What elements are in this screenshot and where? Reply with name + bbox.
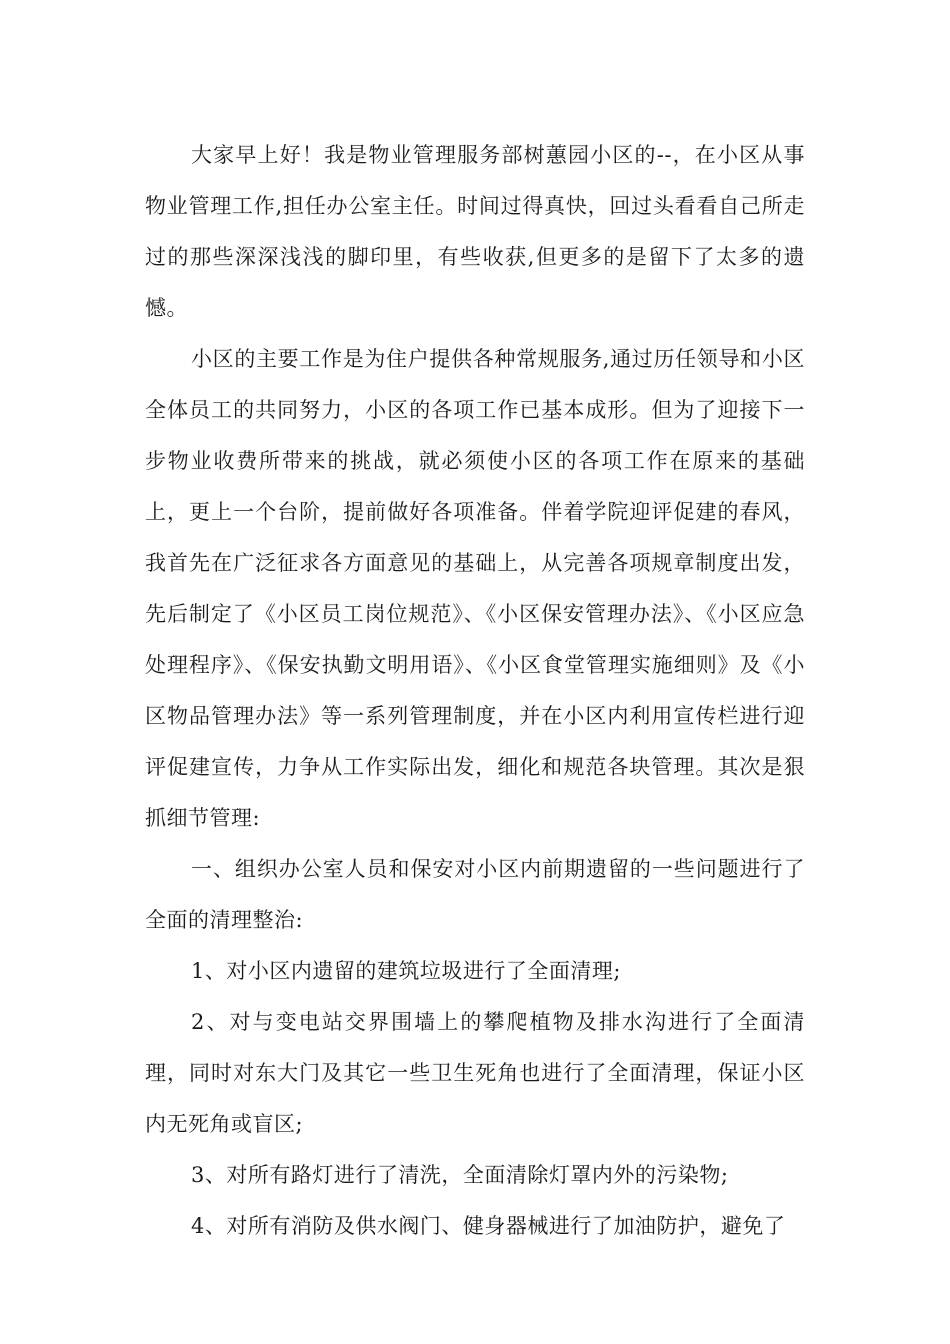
paragraph-greeting: 大家早上好！我是物业管理服务部树蕙园小区的--，在小区从事物业管理工作,担任办公室主任。时间过得真快，回过头看看自己所走过的那些深深浅浅的脚印里，有些收获,但更多的是留下了太多的遗憾。: [145, 143, 805, 320]
list-item-2: 2、对与变电站交界围墙上的攀爬植物及排水沟进行了全面清理，同时对东大门及其它一些卫生死角也进行了全面清理，保证小区内无死角或盲区;: [145, 1010, 805, 1136]
list-item-1: 1、对小区内遗留的建筑垃圾进行了全面清理;: [191, 959, 621, 983]
list-item-3: 3、对所有路灯进行了清洗，全面清除灯罩内外的污染物;: [191, 1163, 729, 1187]
paragraph-cleanup-heading: 一、组织办公室人员和保安对小区内前期遗留的一些问题进行了全面的清理整治:: [145, 857, 805, 932]
paragraph-main-work: 小区的主要工作是为住户提供各种常规服务,通过历任领导和小区全体员工的共同努力，小区的各项工作已基本成形。但为了迎接下一步物业收费所带来的挑战，就必须使小区的各项工作在原来的基础上，更上一个台阶，提前做好各项准备。伴着学院迎评促建的春风，我首先在广泛征求各方面意见的基础上，从完善各项规章制度出发，先后制定了《小区员工岗位规范》、《小区保安管理办法》、《小区应急处理程序》、《保安执勤文明用语》、《小区食堂管理实施细则》及《小区物品管理办法》等一系列管理制度，并在小区内利用宣传栏进行迎评促建宣传，力争从工作实际出发，细化和规范各块管理。其次是狠抓细节管理:: [145, 347, 805, 830]
list-item-4: 4、对所有消防及供水阀门、健身器械进行了加油防护，避免了: [191, 1214, 786, 1238]
document-body: [145, 130, 805, 1252]
